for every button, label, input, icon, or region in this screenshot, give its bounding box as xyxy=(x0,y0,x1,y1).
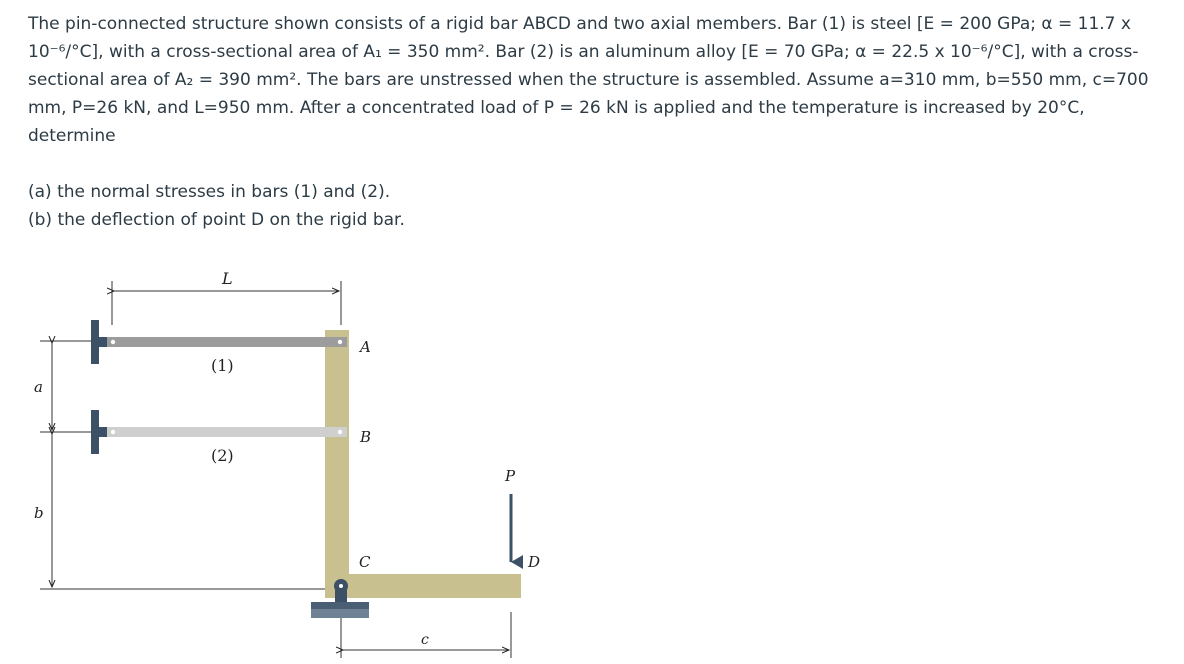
part-b: (b) the deflection of point D on the rigid bar. xyxy=(28,210,405,230)
structure-diagram xyxy=(0,262,600,664)
label-b: b xyxy=(34,504,44,522)
wall-support-2 xyxy=(91,410,108,454)
label-load-P: P xyxy=(505,467,516,485)
label-point-B: B xyxy=(360,428,372,446)
label-point-C: C xyxy=(359,553,371,571)
label-a: a xyxy=(34,378,43,396)
dimension-L xyxy=(112,269,341,325)
bar-2 xyxy=(107,427,347,437)
label-point-A: A xyxy=(360,338,371,356)
problem-line-2: 10⁻⁶/°C], with a cross-sectional area of A₁ = 350 mm². Bar (2) is an aluminum alloy [E = 70 GPa; α = 22.5 x 10⁻⁶/°C], with a cross- xyxy=(28,42,1139,62)
label-bar-1: (1) xyxy=(211,356,234,375)
label-L: L xyxy=(222,269,233,288)
bar-1 xyxy=(107,337,347,347)
part-a: (a) the normal stresses in bars (1) and (2). xyxy=(28,182,391,202)
label-c: c xyxy=(421,632,429,648)
rigid-bar-abcd xyxy=(325,330,521,598)
dimension-c xyxy=(341,612,511,658)
problem-line-4: mm, P=26 kN, and L=950 mm. After a concentrated load of P = 26 kN is applied and the temperature is increased by 20°C, xyxy=(28,98,1085,118)
dimension-a-b xyxy=(34,341,330,589)
problem-statement xyxy=(28,10,1163,234)
problem-line-3: sectional area of A₂ = 390 mm². The bars are unstressed when the structure is assembled. Assume a=310 mm, b=550 mm, c=700 xyxy=(28,70,1149,90)
label-bar-2: (2) xyxy=(211,446,234,465)
wall-support-1 xyxy=(91,320,108,364)
label-point-D: D xyxy=(528,553,541,571)
problem-line-5: determine xyxy=(28,126,116,146)
problem-line-1: The pin-connected structure shown consists of a rigid bar ABCD and two axial members. Bar (1) is steel [E = 200 GPa; α = 11.7 x xyxy=(28,14,1131,34)
